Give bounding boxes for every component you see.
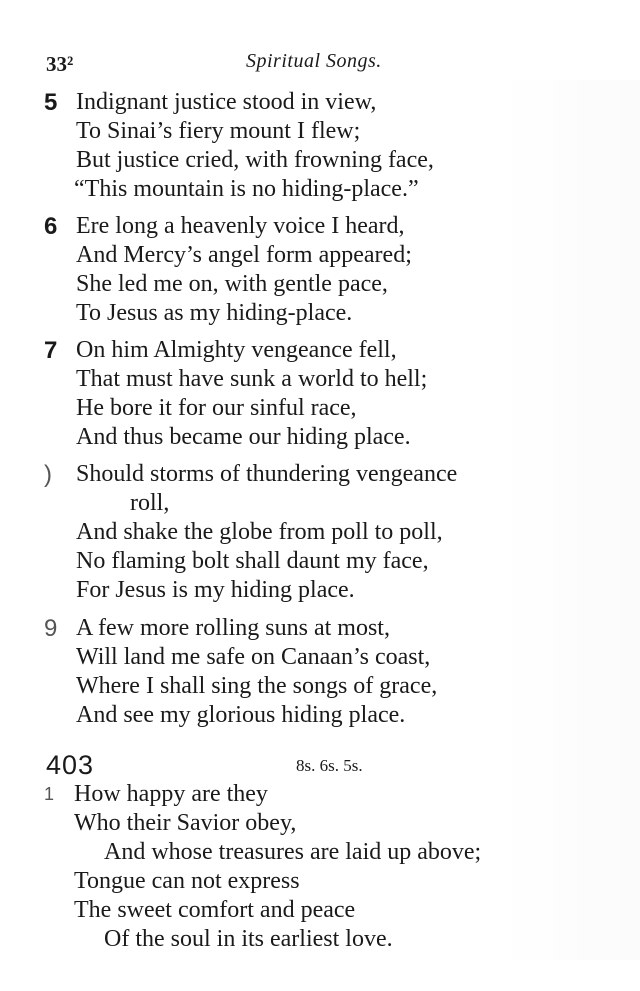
running-header (46, 48, 606, 78)
verse-line-indented: And whose treasures are laid up above; (104, 839, 482, 865)
verse-line: And Mercy’s angel form appeared; (76, 242, 412, 268)
verse-line: And see my glorious hiding place. (76, 702, 406, 728)
verse-line: On him Almighty vengeance fell, (76, 337, 397, 363)
page-number: 33² (46, 52, 74, 76)
hymn-number: 403 (46, 750, 95, 780)
verse-line: For Jesus is my hiding place. (76, 577, 355, 603)
verse-line: That must have sunk a world to hell; (76, 366, 428, 392)
stanza-number: 7 (44, 337, 58, 364)
verse-line: And thus became our hiding place. (76, 424, 411, 450)
hymn-heading (0, 750, 640, 782)
verse-line: She led me on, with gentle pace, (76, 271, 388, 297)
stanza-number: ) (44, 461, 52, 488)
running-title: Spiritual Songs. (246, 50, 382, 72)
verse-line: And shake the globe from poll to poll, (76, 519, 443, 545)
verse-line: He bore it for our sinful race, (76, 395, 357, 421)
verse-line: Should storms of thundering vengeance (76, 461, 458, 487)
verse-line: To Sinai’s fiery mount I flew; (76, 118, 361, 144)
stanza-number: 5 (44, 89, 58, 116)
verse-line: No flaming bolt shall daunt my face, (76, 548, 429, 574)
verse-line: “This mountain is no hiding-place.” (74, 176, 419, 202)
show-through-shading (500, 80, 640, 960)
stanza-number: 9 (44, 615, 58, 642)
verse-line: How happy are they (74, 781, 268, 807)
verse-line-continuation: roll, (130, 490, 170, 516)
verse-line: Tongue can not express (74, 868, 300, 894)
verse-line: The sweet comfort and peace (74, 897, 356, 923)
verse-line-indented: Of the soul in its earliest love. (104, 926, 393, 952)
verse-line: To Jesus as my hiding-place. (76, 300, 353, 326)
verse-line: A few more rolling suns at most, (76, 615, 390, 641)
hymn-meter: 8s. 6s. 5s. (296, 756, 363, 775)
stanza-number: 6 (44, 213, 58, 240)
verse-line: Will land me safe on Canaan’s coast, (76, 644, 431, 670)
stanza-number: 1 (44, 784, 55, 804)
verse-line: Where I shall sing the songs of grace, (76, 673, 438, 699)
verse-line: Indignant justice stood in view, (76, 89, 377, 115)
verse-line: Who their Savior obey, (74, 810, 297, 836)
verse-line: But justice cried, with frowning face, (76, 147, 434, 173)
verse-line: Ere long a heavenly voice I heard, (76, 213, 405, 239)
